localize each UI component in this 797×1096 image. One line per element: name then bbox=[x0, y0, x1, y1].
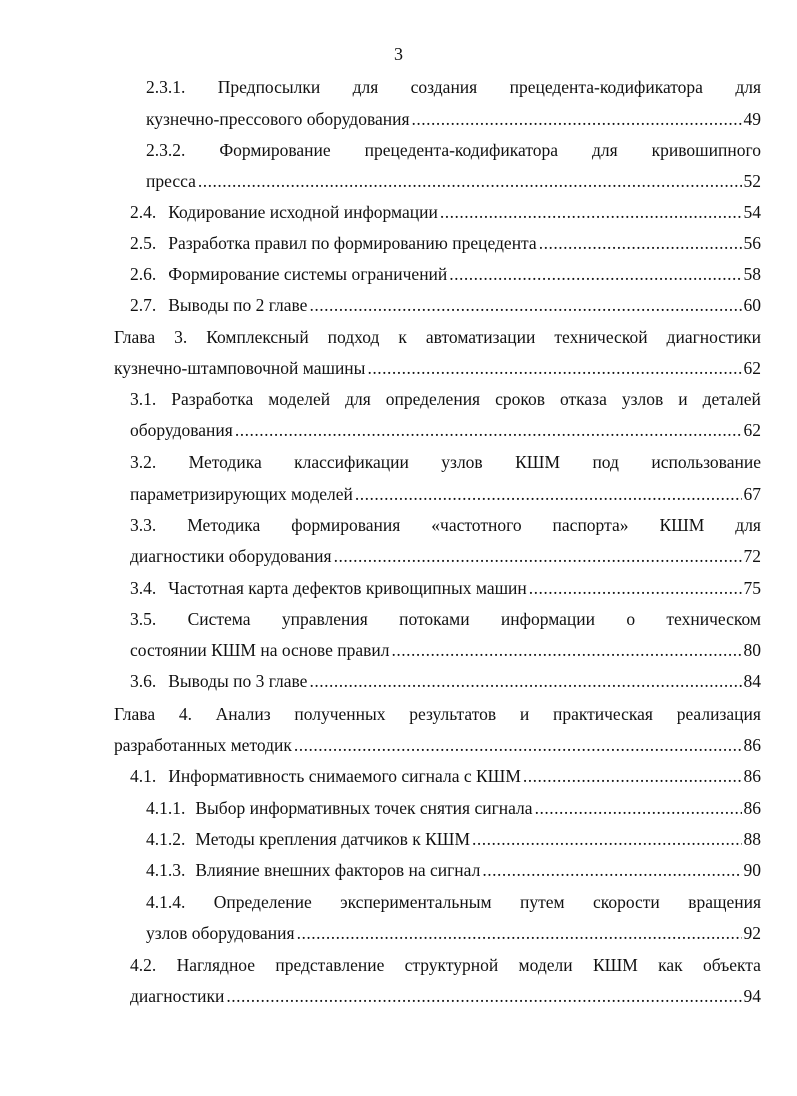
toc-entry-title: Влияние внешних факторов на сигнал bbox=[195, 860, 481, 880]
dot-leader bbox=[482, 855, 741, 885]
word: и bbox=[678, 389, 688, 409]
word: структурной bbox=[404, 955, 499, 975]
dot-leader bbox=[529, 573, 742, 603]
word: 4.2. bbox=[130, 955, 157, 975]
toc-entry-2-6 bbox=[130, 259, 761, 289]
word: автоматизации bbox=[425, 327, 536, 347]
word: Комплексный bbox=[206, 327, 309, 347]
toc-entry-3-1-line2 bbox=[130, 415, 761, 445]
dot-leader bbox=[539, 228, 742, 258]
toc-page-number: 60 bbox=[743, 295, 761, 315]
toc-entry-title: параметризирующих моделей bbox=[130, 484, 353, 504]
word: Наглядное bbox=[176, 955, 256, 975]
dot-leader bbox=[294, 730, 742, 760]
dot-leader bbox=[334, 541, 742, 571]
word: вращения bbox=[688, 892, 761, 912]
dot-leader bbox=[309, 290, 741, 320]
dot-leader bbox=[535, 793, 742, 823]
word: для bbox=[352, 77, 379, 97]
toc-entry-title: разработанных методик bbox=[114, 735, 292, 755]
word: для bbox=[735, 515, 761, 535]
toc-entry-4-2-line2 bbox=[130, 981, 761, 1011]
word: паспорта» bbox=[552, 515, 629, 535]
word: узлов bbox=[621, 389, 664, 409]
toc-entry-number: 3.6. bbox=[130, 671, 157, 691]
toc-entry-title: Выбор информативных точек снятия сигнала bbox=[195, 798, 533, 818]
word: Методика bbox=[187, 515, 261, 535]
toc-entry-2-3-2-line2 bbox=[146, 166, 761, 196]
toc-page-number: 86 bbox=[743, 766, 761, 786]
toc-entry-number: 4.1.1. bbox=[146, 798, 186, 818]
toc-entry-title: Информативность снимаемого сигнала с КШМ bbox=[168, 766, 521, 786]
toc-entry-title: пресса bbox=[146, 171, 196, 191]
word: объекта bbox=[702, 955, 761, 975]
toc-entry-title: Разработка правил по формированию прецедента bbox=[168, 233, 537, 253]
toc-entry-title: узлов оборудования bbox=[146, 923, 295, 943]
toc-page-number: 92 bbox=[743, 923, 761, 943]
toc-entry-2-3-1-line2 bbox=[146, 104, 761, 134]
toc-page-number: 56 bbox=[743, 233, 761, 253]
toc-entry-title: Методы крепления датчиков к КШМ bbox=[195, 829, 471, 849]
word: Определение bbox=[213, 892, 312, 912]
toc-entry-title: Кодирование исходной информации bbox=[168, 202, 438, 222]
dot-leader bbox=[235, 415, 742, 445]
toc-entry-title: оборудования bbox=[130, 420, 233, 440]
word: к bbox=[398, 327, 407, 347]
word: для bbox=[735, 77, 761, 97]
word: Глава bbox=[114, 327, 156, 347]
word: Разработка bbox=[171, 389, 254, 409]
word: представление bbox=[275, 955, 385, 975]
toc-chapter-3-line1 bbox=[114, 322, 761, 352]
toc-entry-number: 2.5. bbox=[130, 233, 157, 253]
word: 4.1.4. bbox=[146, 892, 186, 912]
toc-entry-2-3-1-line1 bbox=[146, 72, 761, 102]
word: и bbox=[519, 704, 530, 724]
toc-entry-4-2-line1 bbox=[130, 950, 761, 980]
word: результатов bbox=[409, 704, 497, 724]
word: путем bbox=[519, 892, 565, 912]
dot-leader bbox=[440, 197, 742, 227]
toc-entry-4-1-2 bbox=[146, 824, 761, 854]
word: 3.1. bbox=[130, 389, 157, 409]
toc-entry-4-1-4-line2 bbox=[146, 918, 761, 948]
toc-entry-2-4 bbox=[130, 197, 761, 227]
dot-leader bbox=[391, 635, 741, 665]
toc-page-number: 72 bbox=[743, 546, 761, 566]
toc-page-number: 62 bbox=[743, 358, 761, 378]
word: скорости bbox=[592, 892, 660, 912]
word: формирования bbox=[291, 515, 401, 535]
word: КШМ bbox=[515, 452, 561, 472]
word: информации bbox=[500, 609, 596, 629]
dot-leader bbox=[367, 353, 741, 383]
toc-entry-3-3-line1 bbox=[130, 510, 761, 540]
word: практическая bbox=[552, 704, 653, 724]
word: для bbox=[592, 140, 618, 160]
word: узлов bbox=[441, 452, 483, 472]
toc-entry-3-4 bbox=[130, 573, 761, 603]
toc-entry-title: кузнечно-прессового оборудования bbox=[146, 109, 410, 129]
toc-entry-3-2-line2 bbox=[130, 479, 761, 509]
toc-page-number: 90 bbox=[743, 860, 761, 880]
word: 2.3.1. bbox=[146, 77, 186, 97]
toc-entry-3-5-line2 bbox=[130, 635, 761, 665]
toc-entry-2-5 bbox=[130, 228, 761, 258]
toc-page-number: 54 bbox=[743, 202, 761, 222]
toc-entry-4-1-4-line1 bbox=[146, 887, 761, 917]
word: «частотного bbox=[431, 515, 522, 535]
word: подход bbox=[327, 327, 380, 347]
toc-entry-number: 2.7. bbox=[130, 295, 157, 315]
word: Предпосылки bbox=[217, 77, 321, 97]
word: управления bbox=[281, 609, 368, 629]
toc-page-number: 84 bbox=[743, 671, 761, 691]
word: 3.3. bbox=[130, 515, 157, 535]
word: полученных bbox=[294, 704, 386, 724]
toc-entry-4-1-1 bbox=[146, 793, 761, 823]
toc-entry-title: кузнечно-штамповочной машины bbox=[114, 358, 366, 378]
word: определения bbox=[385, 389, 481, 409]
toc-entry-2-7 bbox=[130, 290, 761, 320]
toc-entry-title: Частотная карта дефектов кривощипных машин bbox=[168, 578, 527, 598]
toc-entry-number: 2.6. bbox=[130, 264, 157, 284]
word: 3.2. bbox=[130, 452, 157, 472]
dot-leader bbox=[309, 666, 741, 696]
toc-entry-3-5-line1 bbox=[130, 604, 761, 634]
word: КШМ bbox=[592, 955, 638, 975]
word: экспериментальным bbox=[340, 892, 492, 912]
toc-entry-title: Формирование системы ограничений bbox=[168, 264, 448, 284]
word: модели bbox=[518, 955, 573, 975]
word: реализация bbox=[676, 704, 761, 724]
word: как bbox=[658, 955, 683, 975]
word: для bbox=[345, 389, 371, 409]
word: Глава bbox=[114, 704, 156, 724]
toc-entry-3-6 bbox=[130, 666, 761, 696]
toc-page-number: 52 bbox=[743, 171, 761, 191]
word: Формирование bbox=[219, 140, 331, 160]
word: кривошипного bbox=[651, 140, 761, 160]
toc-page-number: 80 bbox=[743, 640, 761, 660]
dot-leader bbox=[472, 824, 741, 854]
toc-page-number: 49 bbox=[743, 109, 761, 129]
word: деталей bbox=[702, 389, 761, 409]
word: 3.5. bbox=[130, 609, 157, 629]
word: Система bbox=[187, 609, 251, 629]
word: Методика bbox=[188, 452, 262, 472]
toc-entry-4-1 bbox=[130, 761, 761, 791]
word: техническом bbox=[666, 609, 761, 629]
toc-entry-title: диагностики оборудования bbox=[130, 546, 332, 566]
dot-leader bbox=[523, 761, 742, 791]
dot-leader bbox=[297, 918, 742, 948]
toc-page-number: 58 bbox=[743, 264, 761, 284]
word: потоками bbox=[399, 609, 470, 629]
word: моделей bbox=[268, 389, 331, 409]
dot-leader bbox=[226, 981, 741, 1011]
dot-leader bbox=[412, 104, 742, 134]
word: диагностики bbox=[666, 327, 761, 347]
dot-leader bbox=[198, 166, 742, 196]
toc-entry-title: Выводы по 3 главе bbox=[168, 671, 308, 691]
word: прецедента-кодификатора bbox=[509, 77, 703, 97]
word: Анализ bbox=[215, 704, 271, 724]
toc-entry-title: Выводы по 2 главе bbox=[168, 295, 308, 315]
toc-page-number: 67 bbox=[743, 484, 761, 504]
toc-entry-number: 4.1.3. bbox=[146, 860, 186, 880]
word: под bbox=[592, 452, 619, 472]
dot-leader bbox=[449, 259, 741, 289]
toc-entry-number: 4.1.2. bbox=[146, 829, 186, 849]
word: 4. bbox=[178, 704, 192, 724]
word: отказа bbox=[559, 389, 607, 409]
toc-entry-3-3-line2 bbox=[130, 541, 761, 571]
word: классификации bbox=[294, 452, 409, 472]
word: технической bbox=[554, 327, 648, 347]
toc-entry-2-3-2-line1 bbox=[146, 135, 761, 165]
toc-entry-number: 3.4. bbox=[130, 578, 157, 598]
word: КШМ bbox=[659, 515, 705, 535]
toc-entry-title: состоянии КШМ на основе правил bbox=[130, 640, 390, 660]
word: 2.3.2. bbox=[146, 140, 186, 160]
word: о bbox=[626, 609, 636, 629]
toc-chapter-4-line1 bbox=[114, 699, 761, 729]
dot-leader bbox=[355, 479, 742, 509]
toc-entry-number: 4.1. bbox=[130, 766, 157, 786]
toc-entry-number: 2.4. bbox=[130, 202, 157, 222]
toc-page-number: 62 bbox=[743, 420, 761, 440]
word: 3. bbox=[174, 327, 188, 347]
word: создания bbox=[410, 77, 478, 97]
toc-page-number: 86 bbox=[743, 735, 761, 755]
word: прецедента-кодификатора bbox=[364, 140, 559, 160]
page-number: 3 bbox=[394, 44, 403, 64]
toc-entry-3-1-line1 bbox=[130, 384, 761, 414]
toc-page-number: 88 bbox=[743, 829, 761, 849]
toc-page-number: 75 bbox=[743, 578, 761, 598]
toc-entry-4-1-3 bbox=[146, 855, 761, 885]
toc-chapter-3-line2 bbox=[114, 353, 761, 383]
word: использование bbox=[651, 452, 761, 472]
toc-page-number: 86 bbox=[743, 798, 761, 818]
word: сроков bbox=[495, 389, 545, 409]
toc-entry-title: диагностики bbox=[130, 986, 225, 1006]
toc-chapter-4-line2 bbox=[114, 730, 761, 760]
toc-entry-3-2-line1 bbox=[130, 447, 761, 477]
toc-page-number: 94 bbox=[743, 986, 761, 1006]
